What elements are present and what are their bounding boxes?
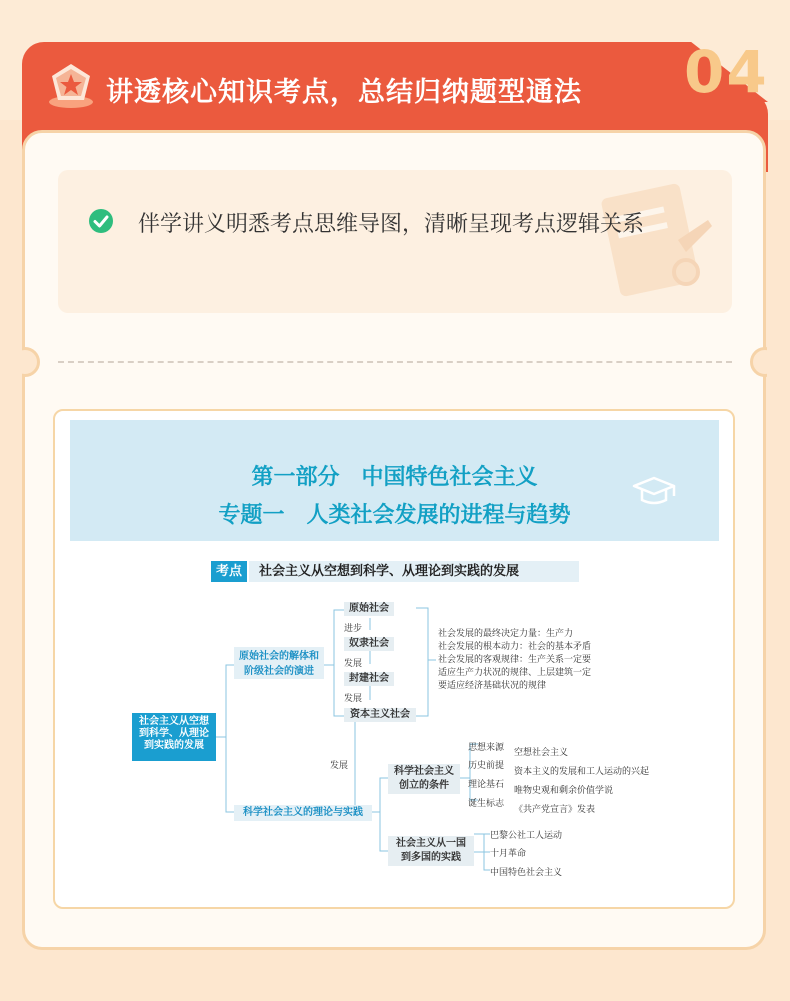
chain-arrow-label: 发展: [344, 659, 363, 669]
chain-node: 资本主义社会: [344, 708, 416, 722]
kaodian-topic: 社会主义从空想到科学、从理论到实践的发展: [249, 561, 579, 582]
cond-value: 唯物史观和剩余价值学说: [514, 786, 614, 796]
cond-label: 理论基石: [468, 780, 505, 790]
chain-node: 封建社会: [344, 672, 394, 686]
practice-node: 社会主义从一国 到多国的实践: [388, 836, 474, 866]
chain-arrow-label: 发展: [344, 694, 363, 704]
chain-node: 原始社会: [344, 602, 394, 616]
kaodian-tag: 考点: [211, 561, 247, 582]
cond-label: 思想来源: [468, 743, 505, 753]
conditions-node: 科学社会主义 创立的条件: [388, 764, 460, 794]
feature-text: 伴学讲义明悉考点思维导图，清晰呈现考点逻辑关系: [138, 212, 645, 237]
cond-value: 空想社会主义: [514, 748, 569, 758]
practice-item: 中国特色社会主义: [490, 868, 563, 878]
chain-arrow-label: 进步: [344, 624, 363, 634]
practice-item: 巴黎公社工人运动: [490, 831, 563, 841]
cond-label: 历史前提: [468, 761, 505, 771]
section-number: 04: [684, 38, 769, 106]
chain-node: 奴隶社会: [344, 637, 394, 651]
develop-label: 发展: [330, 761, 349, 771]
branch-scientific-socialism: 科学社会主义的理论与实践: [234, 805, 372, 821]
cond-value: 《共产党宣言》发表: [514, 805, 596, 815]
cond-label: 诞生标志: [468, 799, 505, 809]
preview-topic-title: 专题一 人类社会发展的进程与趋势: [218, 503, 571, 528]
mindmap-root: 社会主义从空想 到科学、从理论 到实践的发展: [132, 713, 216, 761]
header-title: 讲透核心知识考点，总结归纳题型通法: [106, 77, 582, 108]
practice-item: 十月革命: [490, 849, 527, 859]
branch-class-society: 原始社会的解体和 阶级社会的演进: [234, 647, 324, 679]
cond-value: 资本主义的发展和工人运动的兴起: [514, 767, 650, 777]
preview-part-title: 第一部分 中国特色社会主义: [251, 465, 538, 490]
laws-text: 社会发展的最终决定力量：生产力 社会发展的根本动力：社会的基本矛盾 社会发展的客观规律：生产关系一定要 适应生产力状况的规律、上层建筑一定 要适应经济基础状况的规律: [438, 629, 592, 691]
